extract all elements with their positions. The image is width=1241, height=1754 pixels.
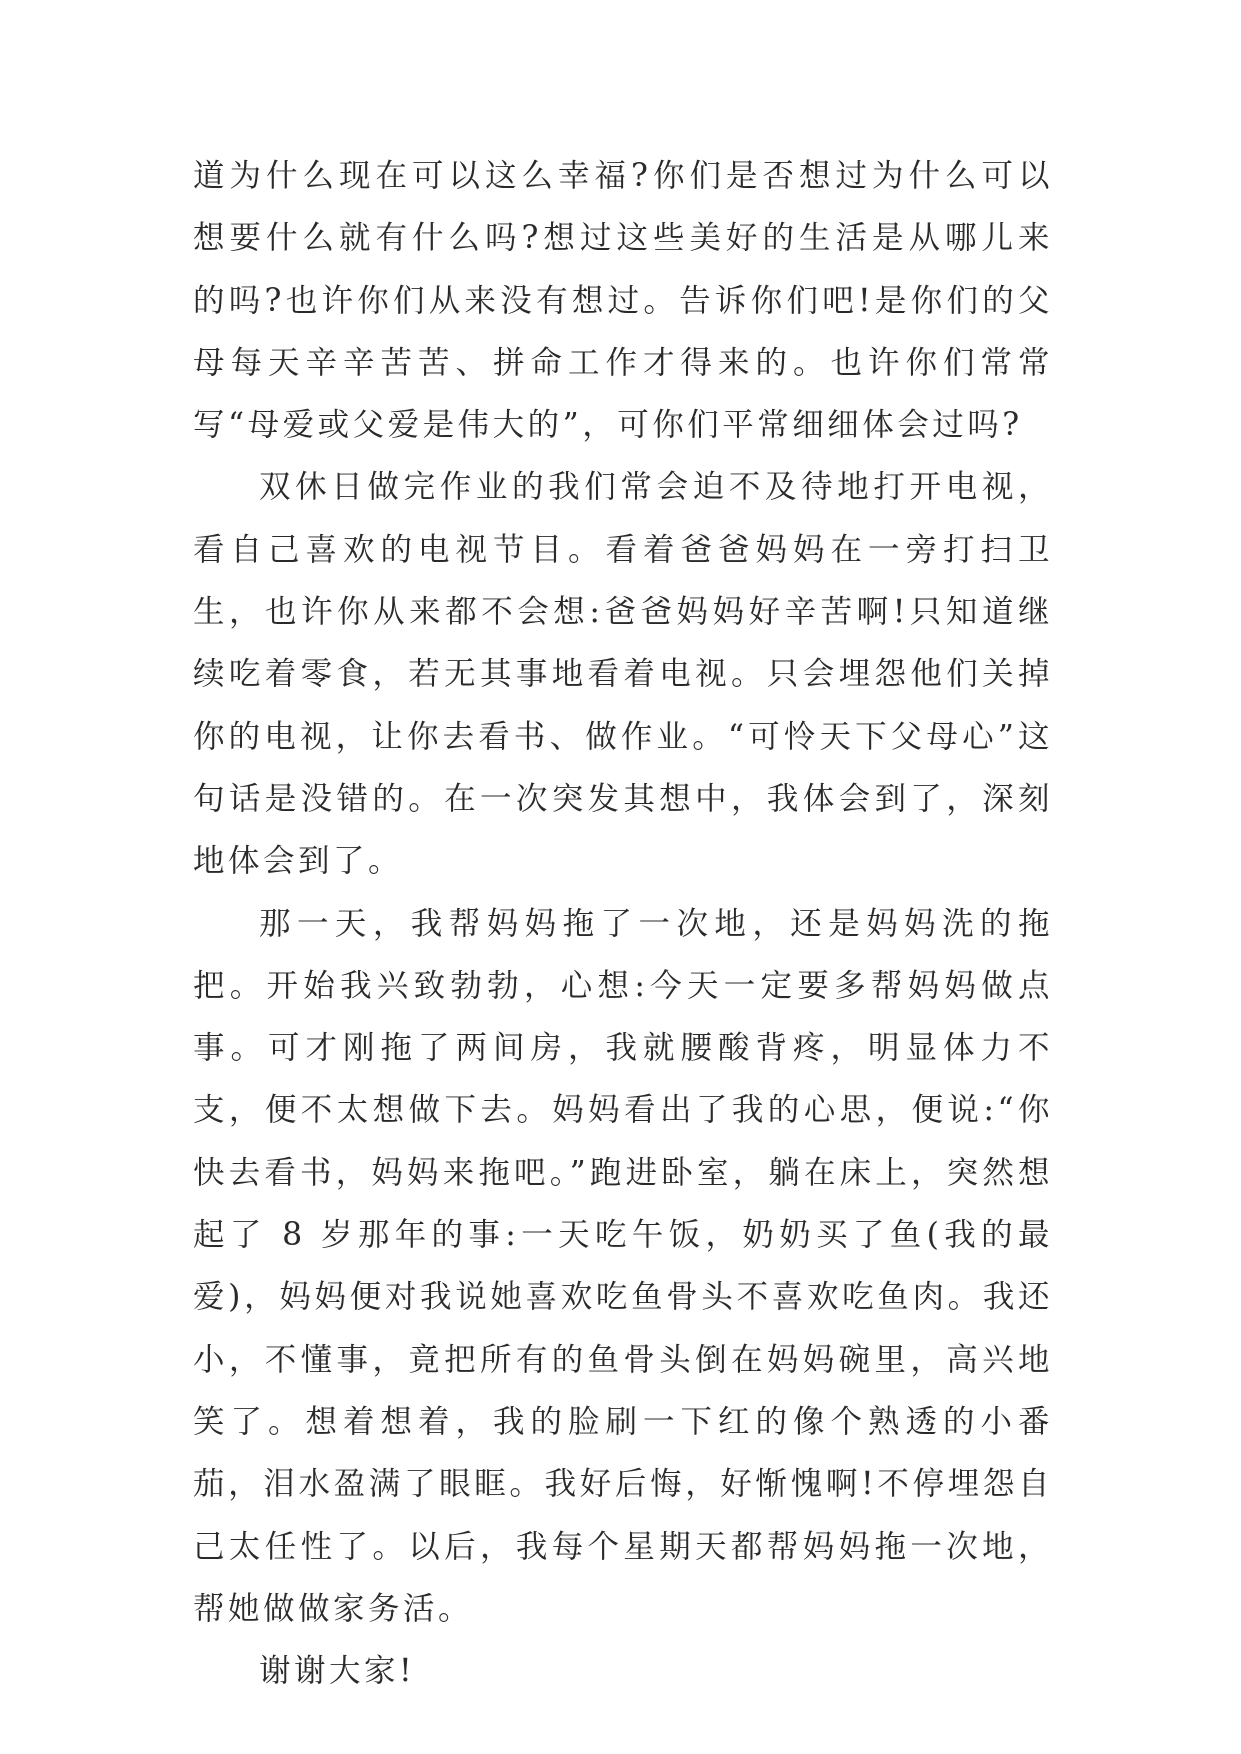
paragraph-weekend-tv: 双休日做完作业的我们常会迫不及待地打开电视，看自己喜欢的电视节目。看着爸爸妈妈在一旁打扫卫生，也许你从来都不会想:爸爸妈妈好辛苦啊!只知道继续吃着零食，若无其事地看着电视。只会埋怨他们关掉你的电视，让你去看书、做作业。“可怜天下父母心”这句话是没错的。在一次突发其想中，我体会到了，深刻地体会到了。 — [193, 469, 1053, 880]
paragraph-mopping-story: 那一天，我帮妈妈拖了一次地，还是妈妈洗的拖把。开始我兴致勃勃，心想:今天一定要多帮妈妈做点事。可才刚拖了两间房，我就腰酸背疼，明显体力不支，便不太想做下去。妈妈看出了我的心思，便说:“你快去看书，妈妈来拖吧。”跑进卧室，躺在床上，突然想起了 8 岁那年的事:一天吃午饭，奶奶买了鱼(我的最爱)，妈妈便对我说她喜欢吃鱼骨头不喜欢吃鱼肉。我还小，不懂事，竟把所有的鱼骨头倒在妈妈碗里，高兴地笑了。想着想着，我的脸刷一下红的像个熟透的小番茄，泪水盈满了眼眶。我好后悔，好惭愧啊!不停埋怨自己太任性了。以后，我每个星期天都帮妈妈拖一次地，帮她做做家务活。 — [193, 905, 1053, 1627]
paragraph-intro-continuation: 道为什么现在可以这么幸福?你们是否想过为什么可以想要什么就有什么吗?想过这些美好的生活是从哪儿来的吗?也许你们从来没有想过。告诉你们吧!是你们的父母每天辛辛苦苦、拼命工作才得来的。也许你们常常写“母爱或父爱是伟大的”，可你们平常细细体会过吗? — [193, 158, 1053, 444]
speech-body — [193, 145, 1053, 1702]
paragraph-closing-thanks: 谢谢大家! — [259, 1653, 416, 1690]
